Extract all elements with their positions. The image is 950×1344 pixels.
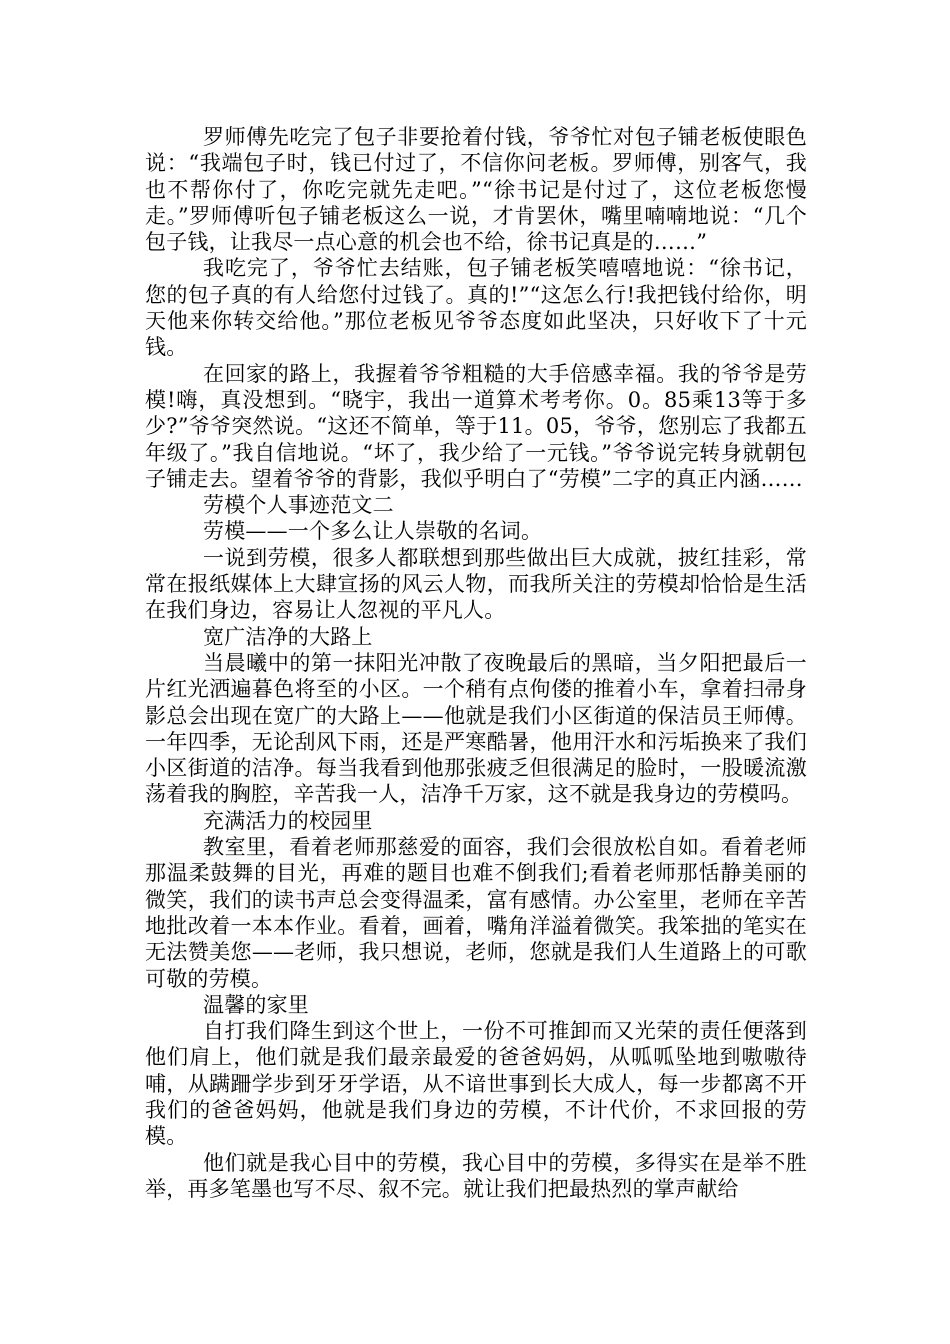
paragraph-cleaner: 当晨曦中的第一抹阳光冲散了夜晚最后的黑暗，当夕阳把最后一片红光洒遍暮色将至的小区。一个稍有点佝偻的推着小车，拿着扫帚身影总会出现在宽广的大路上——他就是我们小区街道的保洁员王师傅。一年四季，无论刮风下雨，还是严寒酷暑，他用汗水和污垢换来了我们小区街道的洁净。每当我看到他那张疲乏但很满足的脸时，一股暖流激荡着我的胸腔，辛苦我一人，洁净千万家，这不就是我身边的劳模吗。 bbox=[145, 650, 807, 807]
paragraph-checkout: 我吃完了，爷爷忙去结账，包子铺老板笑嘻嘻地说：“徐书记，您的包子真的有人给您付过钱了。真的!”“这怎么行!我把钱付给你，明天他来你转交给他。”那位老板见爷爷态度如此坚决，只好收下了十元钱。 bbox=[145, 256, 807, 360]
subheading-home: 温馨的家里 bbox=[203, 992, 309, 1017]
document-body bbox=[145, 124, 807, 1202]
paragraph-walk-home: 在回家的路上，我握着爷爷粗糙的大手倍感幸福。我的爷爷是劳模!嗨，真没想到。“晓宇，我出一道算术考考你。0。85乘13等于多少?”爷爷突然说。“这还不简单，等于11。05，爷爷，您别忘了我都五年级了。”我自信地说。“坏了，我少给了一元钱。”爷爷说完转身就朝包子铺走去。望着爷爷的背影，我似乎明白了“劳模”二字的真正内涵…… bbox=[145, 361, 807, 491]
paragraph-intro: 一说到劳模，很多人都联想到那些做出巨大成就，披红挂彩，常常在报纸媒体上大肆宣扬的风云人物，而我所关注的劳模却恰恰是生活在我们身边，容易让人忽视的平凡人。 bbox=[145, 545, 807, 623]
paragraph-closing: 他们就是我心目中的劳模，我心目中的劳模，多得实在是举不胜举，再多笔墨也写不尽、叙不完。就让我们把最热烈的掌声献给 bbox=[145, 1150, 807, 1201]
subheading-road: 宽广洁净的大路上 bbox=[203, 624, 373, 649]
subheading-campus: 充满活力的校园里 bbox=[203, 808, 373, 833]
paragraph-payment: 罗师傅先吃完了包子非要抢着付钱，爷爷忙对包子铺老板使眼色说：“我端包子时，钱已付过了，不信你问老板。罗师傅，别客气，我也不帮你付了，你吃完就先走吧。”“徐书记是付过了，这位老板您慢走。”罗师傅听包子铺老板这么一说，才肯罢休，嘴里喃喃地说：“几个包子钱，让我尽一点心意的机会也不给，徐书记真是的……” bbox=[145, 125, 807, 255]
paragraph-parents: 自打我们降生到这个世上，一份不可推卸而又光荣的责任便落到他们肩上，他们就是我们最亲最爱的爸爸妈妈，从呱呱坠地到嗷嗷待哺，从蹒跚学步到牙牙学语，从不谙世事到长大成人，每一步都离不开我们的爸爸妈妈，他就是我们身边的劳模，不计代价，不求回报的劳模。 bbox=[145, 1019, 807, 1149]
paragraph-definition: 劳模——一个多么让人崇敬的名词。 bbox=[203, 519, 543, 544]
paragraph-teacher: 教室里，看着老师那慈爱的面容，我们会很放松自如。看着老师那温柔鼓舞的目光，再难的题目也难不倒我们;看着老师那恬静美丽的微笑，我们的读书声总会变得温柔，富有感情。办公室里，老师在辛苦地批改着一本本作业。看着，画着，嘴角洋溢着微笑。我笨拙的笔实在无法赞美您——老师，我只想说，老师，您就是我们人生道路上的可歌可敬的劳模。 bbox=[145, 835, 807, 991]
section-title-example-two: 劳模个人事迹范文二 bbox=[203, 493, 394, 518]
